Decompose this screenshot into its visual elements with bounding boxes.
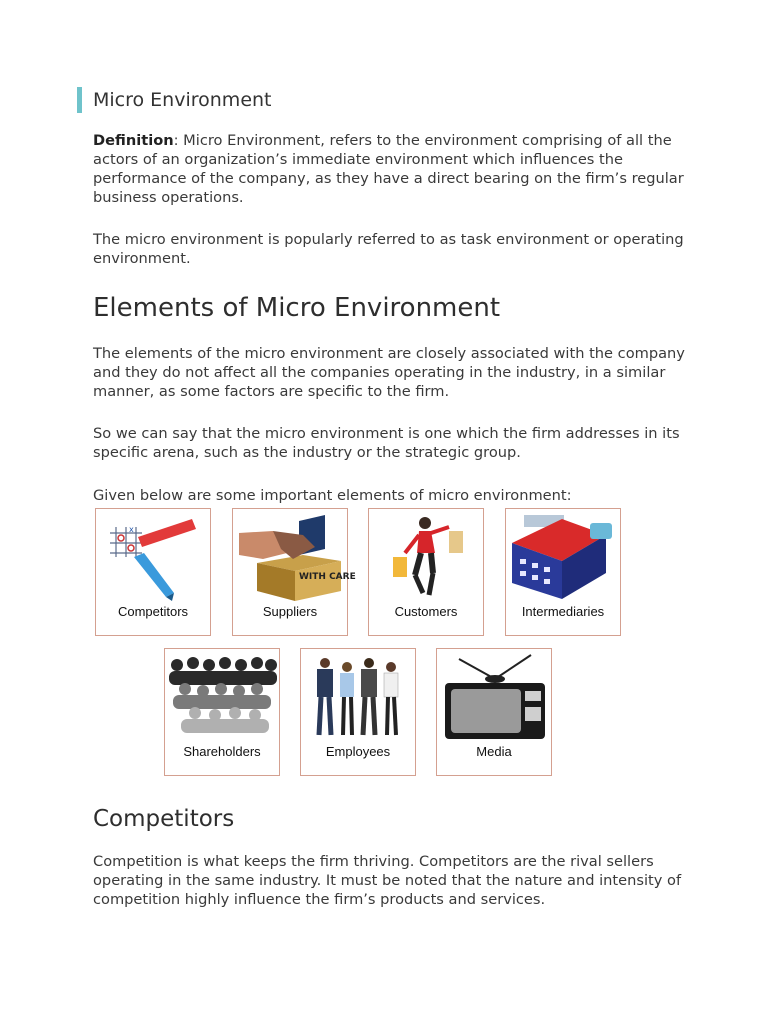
warehouse-truck-icon (506, 509, 622, 609)
element-label: Competitors (117, 604, 189, 619)
elements-paragraph-1: The elements of the micro environment are closely associated with the company and they do not affect all the companies operating in the industry, in a similar manner, as some factors are specific to the firm. (93, 345, 685, 400)
shopper-icon (369, 509, 485, 609)
svg-text:x: x (129, 525, 134, 534)
elements-paragraph-2: So we can say that the micro environment is one which the firm addresses in its specific arena, such as the industry or the strategic group. (93, 425, 680, 461)
competitors-paragraph: Competition is what keeps the firm thriving. Competitors are the rival sellers operating in the same industry. It must be noted that the nature and intensity of competition highly influence the firm’s products and services. (93, 853, 682, 908)
element-label: Suppliers (262, 604, 318, 619)
element-label: Intermediaries (521, 604, 605, 619)
crowd-icon (165, 649, 281, 749)
element-label: Shareholders (183, 744, 261, 759)
definition-term: Definition (93, 132, 174, 149)
television-icon (437, 649, 553, 749)
definition-paragraph (93, 131, 693, 207)
element-card-shareholders (164, 648, 280, 776)
strategy-board-icon (96, 509, 212, 609)
definition-text: : Micro Environment, refers to the environment comprising of all the actors of an organization’s immediate environment which influences the performance of the company, as they have a direct bearing on the firm’s regular business operations. (93, 132, 684, 206)
element-card-suppliers (232, 508, 356, 636)
box-text: WITH CARE (299, 572, 356, 582)
element-card-competitors (95, 508, 211, 636)
task-environment-paragraph: The micro environment is popularly referred to as task environment or operating environment. (93, 231, 684, 267)
section-title: Micro Environment (93, 89, 272, 111)
element-label: Employees (325, 744, 391, 759)
element-label: Customers (394, 604, 458, 619)
competitors-heading: Competitors (93, 806, 235, 832)
section-accent-bar (77, 87, 82, 113)
element-card-intermediaries (505, 508, 621, 636)
element-card-media (436, 648, 552, 776)
section-header (77, 86, 272, 114)
elements-paragraph-3: Given below are some important elements of micro environment: (93, 487, 572, 504)
handshake-box-icon (233, 509, 356, 609)
elements-heading: Elements of Micro Environment (93, 293, 501, 323)
element-card-employees (300, 648, 416, 776)
element-card-customers (368, 508, 484, 636)
business-people-icon (301, 649, 417, 749)
element-label: Media (476, 744, 512, 759)
